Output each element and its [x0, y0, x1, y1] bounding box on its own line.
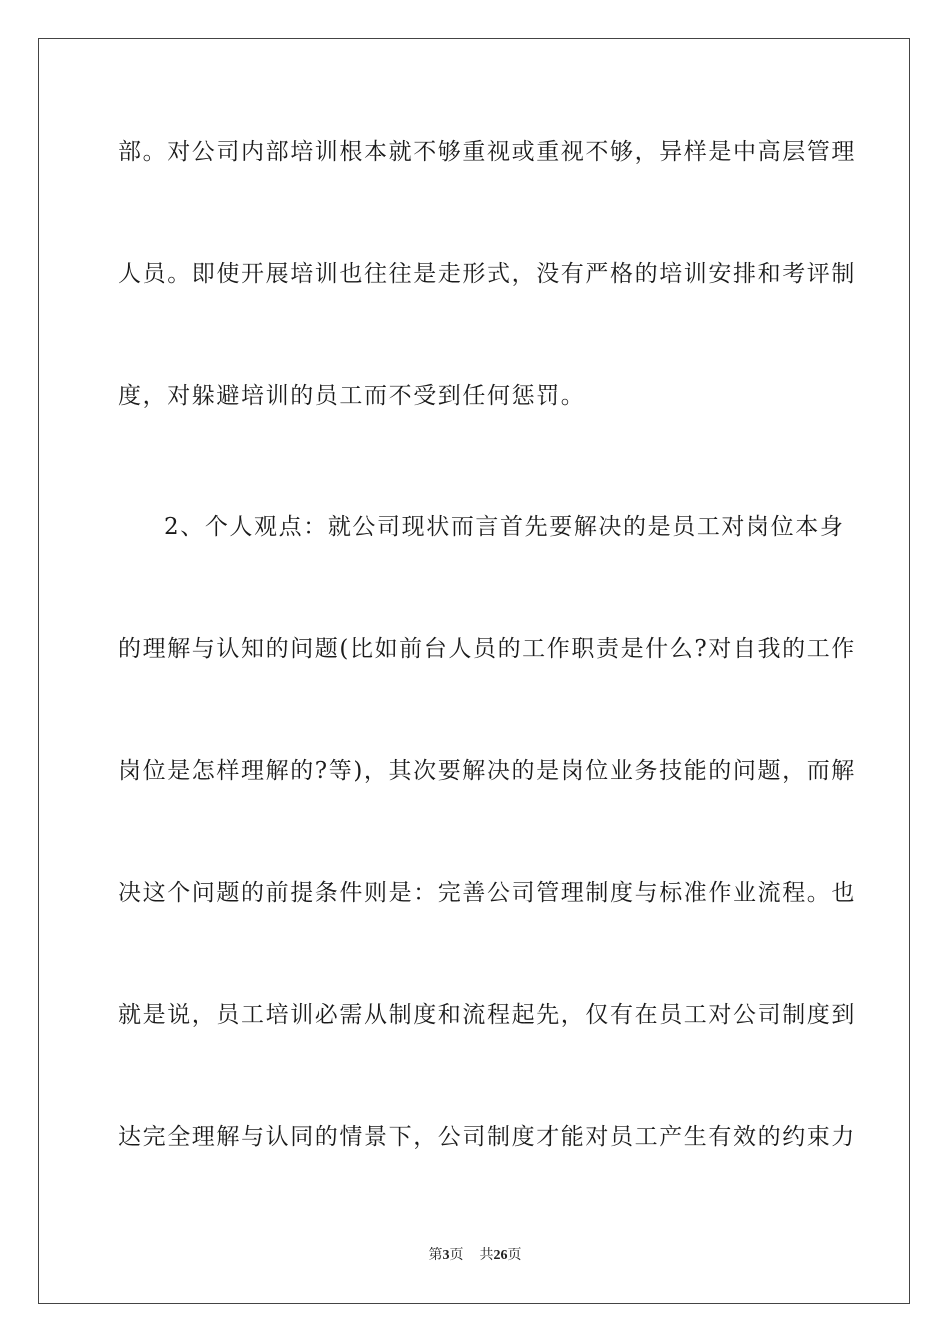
- text-line-6: 岗位是怎样理解的?等)，其次要解决的是岗位业务技能的问题，而解: [118, 758, 856, 784]
- page-footer: [0, 1246, 950, 1265]
- text-line-7: 决这个问题的前提条件则是：完善公司管理制度与标准作业流程。也: [118, 880, 856, 906]
- text-line-5: 的理解与认知的问题(比如前台人员的工作职责是什么?对自我的工作: [118, 636, 856, 662]
- text-line-4: 2、个人观点：就公司现状而言首先要解决的是员工对岗位本身: [164, 514, 845, 540]
- total-prefix: 共: [479, 1247, 494, 1263]
- page-prefix: 第: [428, 1247, 443, 1263]
- page-suffix: 页: [449, 1247, 464, 1263]
- text-line-1: 部。对公司内部培训根本就不够重视或重视不够，异样是中高层管理: [118, 139, 856, 165]
- page-number: 3: [442, 1248, 450, 1263]
- text-line-8: 就是说，员工培训必需从制度和流程起先，仅有在员工对公司制度到: [118, 1002, 856, 1028]
- text-line-9: 达完全理解与认同的情景下，公司制度才能对员工产生有效的约束力: [118, 1124, 856, 1150]
- text-line-2: 人员。即使开展培训也往往是走形式，没有严格的培训安排和考评制: [118, 261, 856, 287]
- total-suffix: 页: [507, 1247, 522, 1263]
- total-pages: 26: [493, 1248, 508, 1263]
- text-line-3: 度，对躲避培训的员工而不受到任何惩罚。: [118, 383, 586, 409]
- page-border: [38, 38, 910, 1304]
